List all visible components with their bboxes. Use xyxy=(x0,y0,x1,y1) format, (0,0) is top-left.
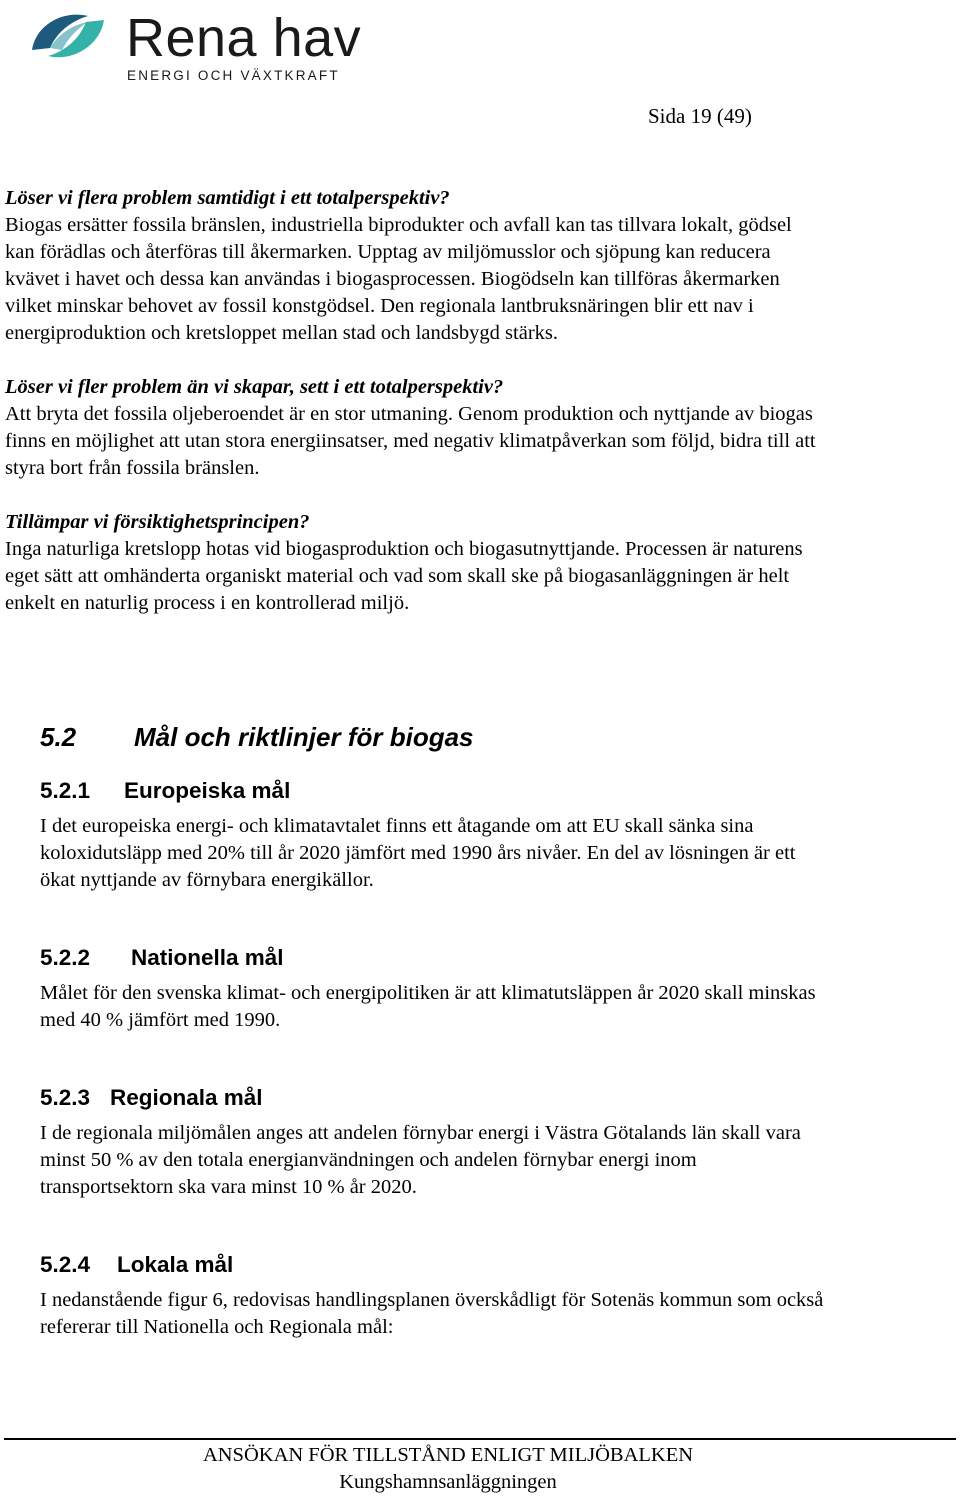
paragraph-line: ökat nyttjande av förnybara energikällor. xyxy=(40,869,374,891)
heading-title: Mål och riktlinjer för biogas xyxy=(134,722,474,752)
paragraph-europeiska-mal xyxy=(40,813,796,894)
heading-5-2-3 xyxy=(40,1085,263,1111)
paragraph-line: Biogas ersätter fossila bränslen, industriella biprodukter och avfall kan tas tillvara lokalt, gödsel xyxy=(5,214,792,236)
paragraph-line: vilket minskar behovet av fossil konstgödsel. Den regionala lantbruksnäringen blir ett nav i xyxy=(5,295,754,317)
brand-name: Rena hav xyxy=(126,8,362,68)
company-logo xyxy=(28,6,388,84)
section-title: Tillämpar vi försiktighetsprincipen? xyxy=(5,511,310,533)
paragraph-lokala-mal xyxy=(40,1287,823,1341)
paragraph-line: I de regionala miljömålen anges att andelen förnybar energi i Västra Götalands län skall vara xyxy=(40,1122,801,1144)
paragraph-line: koloxidutsläpp med 20% till år 2020 jämfört med 1990 års nivåer. En del av lösningen är ett xyxy=(40,842,796,864)
paragraph-line: enkelt en naturlig process i en kontrollerad miljö. xyxy=(5,592,410,614)
heading-title: Nationella mål xyxy=(131,945,284,970)
paragraph-line: med 40 % jämfört med 1990. xyxy=(40,1009,281,1031)
paragraph-line: Inga naturliga kretslopp hotas vid biogasproduktion och biogasutnyttjande. Processen är naturens xyxy=(5,538,803,560)
paragraph-line: styra bort från fossila bränslen. xyxy=(5,457,260,479)
paragraph-line: I nedanstående figur 6, redovisas handlingsplanen överskådligt för Sotenäs kommun som också xyxy=(40,1289,824,1311)
heading-number: 5.2 xyxy=(40,722,77,752)
footer-title: ANSÖKAN FÖR TILLSTÅND ENLIGT MILJÖBALKEN xyxy=(202,1444,694,1466)
heading-title: Regionala mål xyxy=(110,1085,263,1110)
heading-number: 5.2.2 xyxy=(40,945,91,970)
section-title: Löser vi fler problem än vi skapar, sett i ett totalperspektiv? xyxy=(5,376,504,398)
heading-title: Lokala mål xyxy=(117,1252,234,1277)
paragraph-line: minst 50 % av den totala energianvändningen och andelen förnybar energi inom xyxy=(40,1149,697,1171)
paragraph-line: refererar till Nationella och Regionala mål: xyxy=(40,1316,394,1338)
heading-5-2-2 xyxy=(40,945,284,971)
section-flera-problem xyxy=(5,185,792,347)
paragraph-line: eget sätt att omhänderta organiskt material och vad som skall ske på biogasanläggningen är helt xyxy=(5,565,790,587)
section-title: Löser vi flera problem samtidigt i ett totalperspektiv? xyxy=(5,187,450,209)
brand-tagline: ENERGI OCH VÄXTKRAFT xyxy=(127,68,340,83)
paragraph-line: Att bryta det fossila oljeberoendet är en stor utmaning. Genom produktion och nyttjande av biogas xyxy=(5,403,813,425)
heading-5-2-4 xyxy=(40,1252,233,1278)
paragraph-line: energiproduktion och kretsloppet mellan stad och landsbygd stärks. xyxy=(5,322,559,344)
heading-number: 5.2.4 xyxy=(40,1252,91,1277)
heading-number: 5.2.1 xyxy=(40,778,91,803)
footer-divider xyxy=(4,1438,956,1440)
paragraph-line: kan förädlas och återföras till åkermarken. Upptag av miljömusslor och sjöpung kan reducera xyxy=(5,241,771,263)
heading-title: Europeiska mål xyxy=(124,778,291,803)
paragraph-line: Målet för den svenska klimat- och energipolitiken är att klimatutsläppen år 2020 skall minskas xyxy=(40,982,816,1004)
section-forsiktighetsprincipen xyxy=(5,509,803,617)
heading-5-2 xyxy=(40,722,474,753)
paragraph-nationella-mal xyxy=(40,980,816,1034)
page-number: Sida 19 (49) xyxy=(648,104,752,128)
paragraph-line: I det europeiska energi- och klimatavtalet finns ett åtagande om att EU skall sänka sina xyxy=(40,815,754,837)
heading-5-2-1 xyxy=(40,778,290,804)
paragraph-regionala-mal xyxy=(40,1120,801,1201)
paragraph-line: finns en möjlighet att utan stora energiinsatser, med negativ klimatpåverkan som följd, bidra till att xyxy=(5,430,816,452)
footer-subtitle: Kungshamnsanläggningen xyxy=(339,1471,557,1493)
paragraph-line: kvävet i havet och dessa kan användas i biogasprocessen. Biogödseln kan tillföras åkermarken xyxy=(5,268,780,290)
section-fler-problem xyxy=(5,374,816,482)
rena-hav-logo-mark-icon xyxy=(28,6,108,66)
heading-number: 5.2.3 xyxy=(40,1085,91,1110)
paragraph-line: transportsektorn ska vara minst 10 % år 2020. xyxy=(40,1176,417,1198)
